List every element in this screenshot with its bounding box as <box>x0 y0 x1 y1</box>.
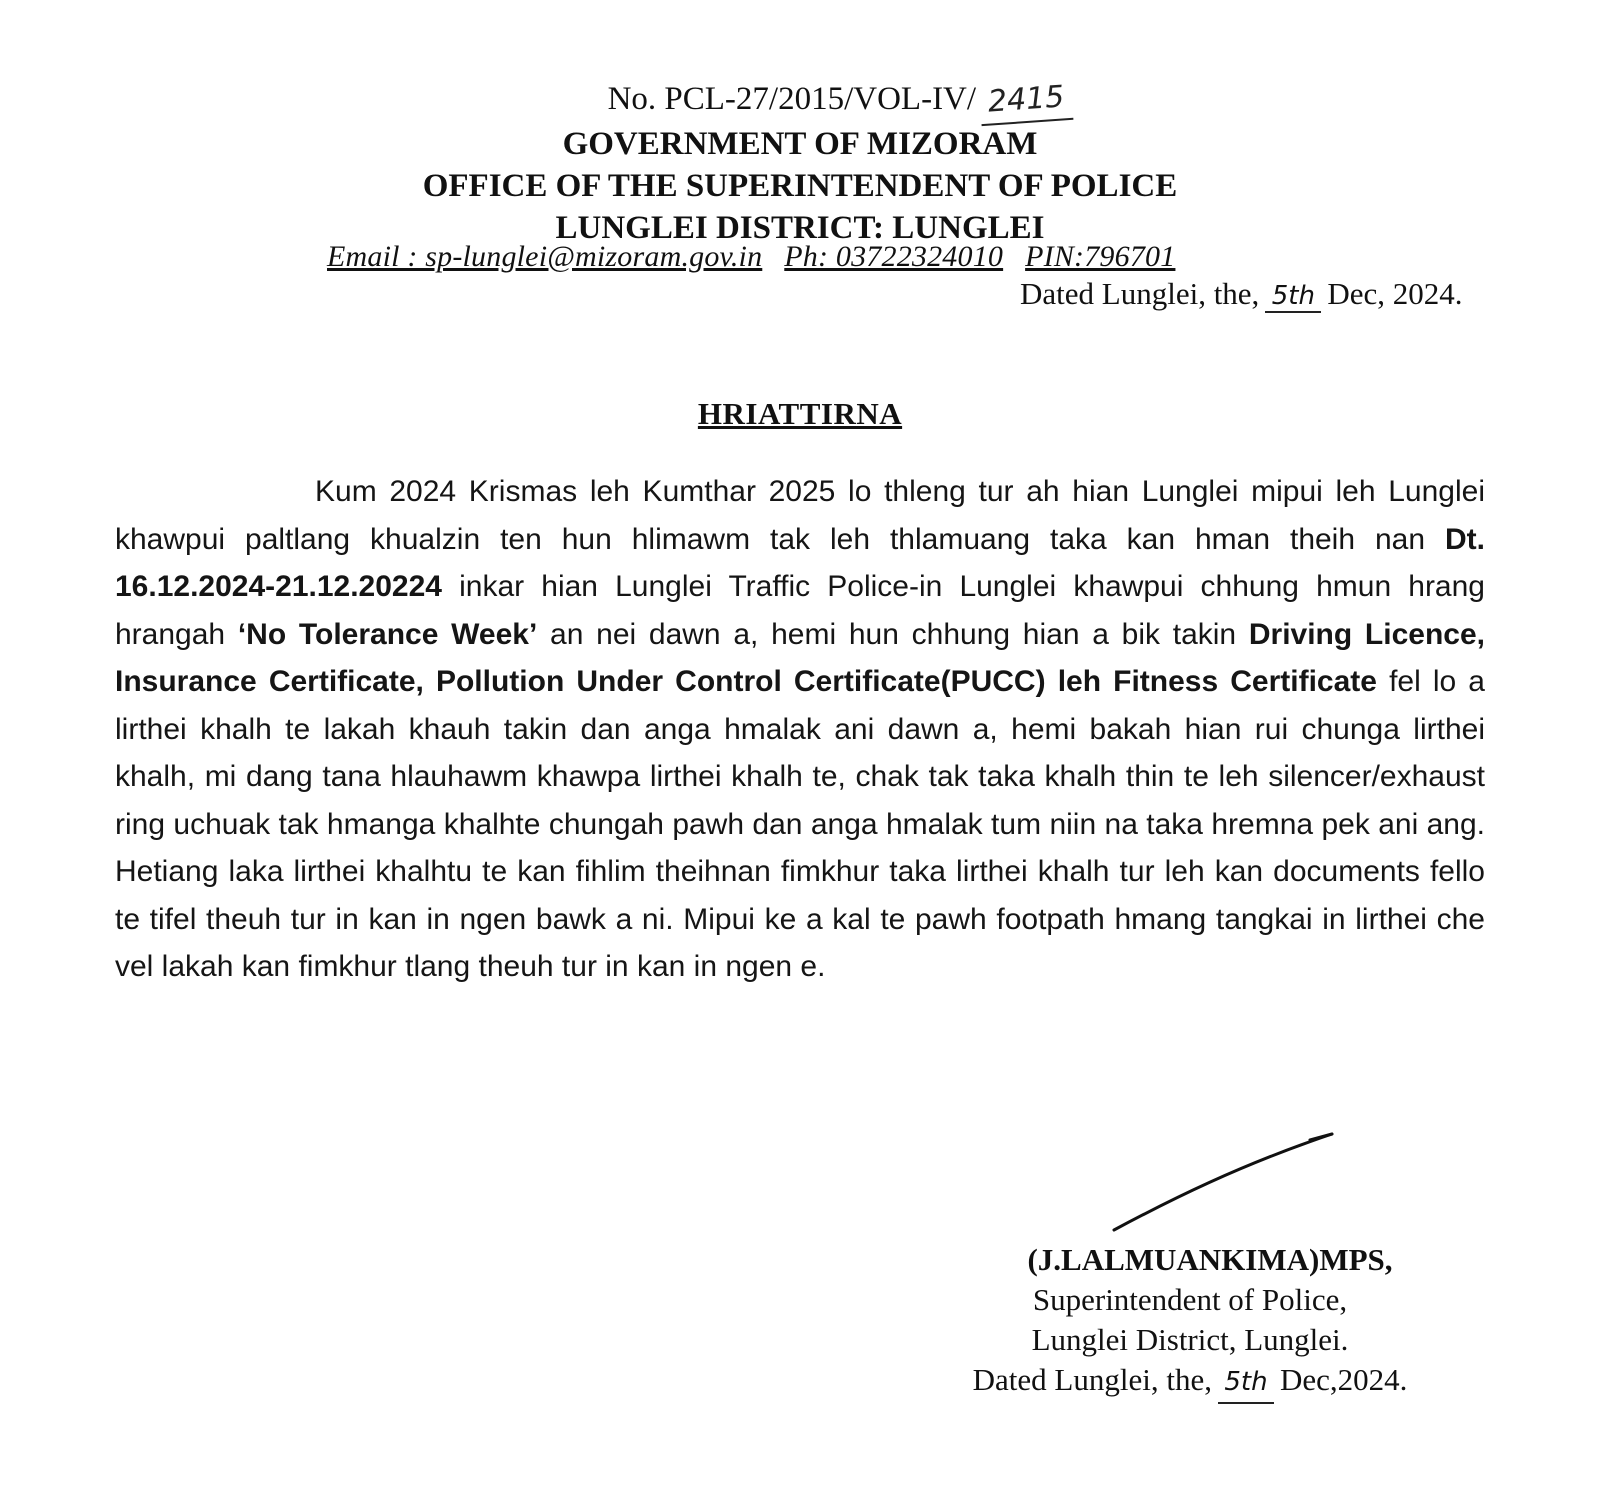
body-documents-list: Driving Licence, Insurance Certificate, Pollution Under Control Certificate(PUCC) leh Fitness Certificate <box>115 617 1485 698</box>
signature-date <box>920 1360 1460 1404</box>
reference-number-line <box>40 78 1600 123</box>
government-name: GOVERNMENT OF MIZORAM <box>562 126 1038 162</box>
letterhead <box>0 78 1600 249</box>
notice-title: HRIATTIRNA <box>697 396 903 431</box>
body-paragraph <box>115 468 1485 991</box>
handwritten-reference-number: 2415 <box>979 76 1074 126</box>
email-address: Email : sp-lunglei@mizoram.gov.in <box>327 240 763 273</box>
reference-number: No. PCL-27/2015/VOL-IV/ <box>607 81 977 117</box>
body-campaign-name: ‘No Tolerance Week’ <box>237 617 538 651</box>
signature-date-suffix: Dec,2024. <box>1279 1362 1408 1397</box>
signature-date-prefix: Dated Lunglei, the, <box>972 1362 1212 1397</box>
contact-line <box>327 240 1197 274</box>
office-name: OFFICE OF THE SUPERINTENDENT OF POLICE <box>422 168 1178 204</box>
body-text-3: an nei dawn a, hemi hun chhung hian a bik takin <box>537 617 1249 651</box>
body-text-2: inkar hian Lunglei Traffic Police-in Lunglei khawpui chhung hmun hrang hrangah <box>115 570 1485 651</box>
body-date-range: Dt. 16.12.2024-21.12.20224 <box>115 522 1485 603</box>
signature-stroke <box>1110 1130 1340 1240</box>
date-prefix: Dated Lunglei, the, <box>1020 276 1260 311</box>
signatory-name: (J.LALMUANKIMA)MPS, <box>1027 1242 1393 1277</box>
pin-code: PIN:796701 <box>1025 240 1176 273</box>
signature-handwritten-day: 5th <box>1218 1362 1274 1404</box>
handwritten-day: 5th <box>1265 281 1321 313</box>
issue-date <box>1020 276 1462 313</box>
body-text-1: Kum 2024 Krismas leh Kumthar 2025 lo thleng tur ah hian Lunglei mipui leh Lunglei khawpui paltlang khualzin ten hun hlimawm tak leh thlamuang taka kan hman theih nan <box>115 475 1485 556</box>
notice-body <box>115 468 1485 991</box>
district-name: LUNGLEI DISTRICT: LUNGLEI <box>555 210 1045 246</box>
signature-block <box>920 1240 1460 1404</box>
date-suffix: Dec, 2024. <box>1327 276 1463 311</box>
phone-number: Ph: 03722324010 <box>784 240 1004 273</box>
signatory-designation: Superintendent of Police, <box>1032 1282 1348 1317</box>
body-text-4: fel lo a lirthei khalh te lakah khauh takin dan anga hmalak ani dawn a, hemi bakah hian rui chunga lirthei khalh, mi dang tana hlauhawm khawpa lirthei khalh te, chak tak taka khalh thin te leh silencer/exhaust ring uchuak tak hmanga khalhte chungah pawh dan anga hmalak tum niin na taka hremna pek ani ang. Hetiang laka lirthei khalhtu te kan fihlim theihnan fimkhur taka lirthei khalh tur leh kan documents fello te tifel theuh tur in kan in ngen bawk a ni. Mipui ke a kal te pawh footpath hmang tangkai in lirthei che vel lakah kan fimkhur tlang theuh tur in kan in ngen e. <box>115 665 1485 983</box>
signatory-district: Lunglei District, Lunglei. <box>1031 1322 1349 1357</box>
